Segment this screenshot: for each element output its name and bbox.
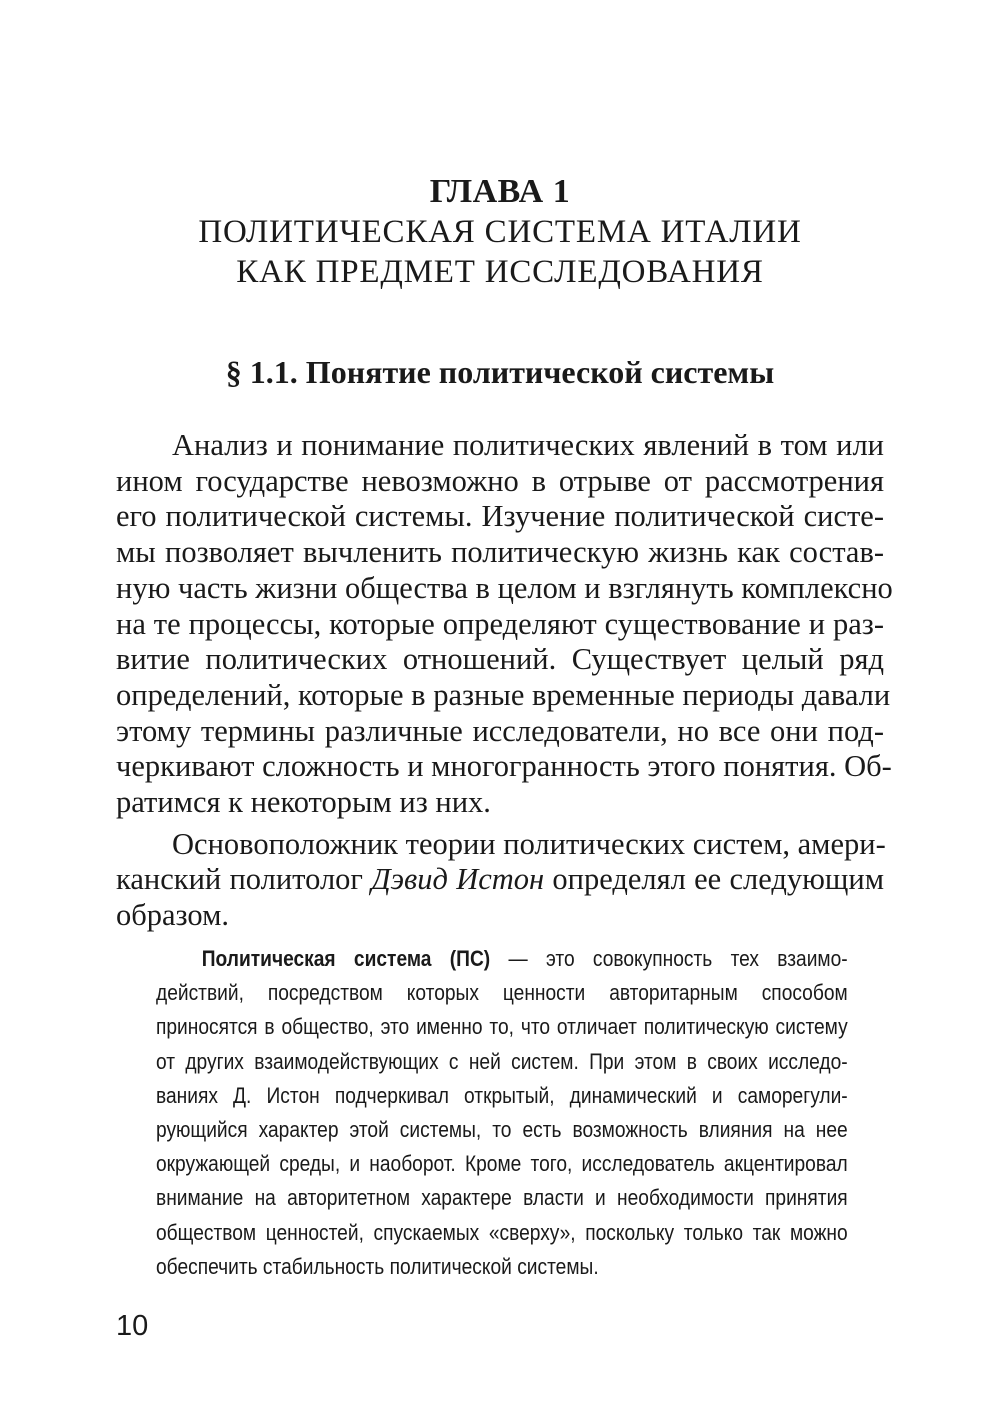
text-line: этому термины различные исследователи, но все они под- xyxy=(116,713,884,748)
text-fragment: определял ее следующим xyxy=(552,862,885,897)
definition-line: рующийся характер этой системы, то есть возможность влияния на нее xyxy=(156,1117,848,1143)
text-line: витие политических отношений. Существует целый ряд xyxy=(116,642,884,677)
definition-line: приносятся в общество, это именно то, что отличает политическую систему xyxy=(156,1014,848,1040)
text-line: Анализ и понимание политических явлений в том или xyxy=(172,428,884,462)
definition-block xyxy=(156,942,848,1284)
definition-line: обеспечить стабильность политической системы. xyxy=(156,1253,599,1279)
text-fragment: — это совокупность тех взаимо- xyxy=(508,946,848,971)
text-line: Основоположник теории политических систем, амери- xyxy=(172,826,886,861)
definition-line: окружающей среды, и наоборот. Кроме того, исследователь акцентировал xyxy=(156,1151,848,1177)
text-line: черкивают сложность и многогранность этого понятия. Об- xyxy=(116,749,892,784)
text-line-with-author xyxy=(116,862,884,898)
text-line: на те процессы, которые определяют существование и раз- xyxy=(116,606,884,641)
chapter-title-line-1: ПОЛИТИЧЕСКАЯ СИСТЕМА ИТАЛИИ xyxy=(198,214,802,250)
text-line: его политической системы. Изучение политической систе- xyxy=(116,499,884,534)
text-line: определений, которые в разные временные периоды давали xyxy=(116,677,891,712)
body-text xyxy=(116,428,893,934)
definition-line: внимание на авторитетном характере власти и необходимости принятия xyxy=(156,1185,848,1211)
text-line: ином государстве невозможно в отрыве от рассмотрения xyxy=(116,463,884,498)
definition-first-line xyxy=(156,942,848,976)
definition-term: Политическая система (ПС) xyxy=(201,946,491,971)
text-line: образом. xyxy=(116,898,230,933)
definition-line: обществом ценностей, спускаемых «сверху», поскольку только так можно xyxy=(156,1219,848,1245)
section-heading: § 1.1. Понятие политической системы xyxy=(225,354,775,390)
text-line: мы позволяет вычленить политическую жизнь как состав- xyxy=(116,535,884,570)
text-fragment: канский политолог xyxy=(116,862,363,897)
author-name: Дэвид Истон xyxy=(371,862,545,897)
text-line: ную часть жизни общества в целом и взглянуть комплексно xyxy=(116,570,893,605)
definition-line: ваниях Д. Истон подчеркивал открытый, динамический и саморегули- xyxy=(156,1082,848,1108)
chapter-label: ГЛАВА 1 xyxy=(429,173,571,210)
text-line: ратимся к некоторым из них. xyxy=(116,785,491,820)
chapter-title xyxy=(0,212,1000,292)
definition-line: действий, посредством которых ценности авторитарным способом xyxy=(156,980,848,1006)
definition-line: от других взаимодействующих с ней систем. При этом в своих исследо- xyxy=(156,1048,848,1074)
chapter-title-line-2: КАК ПРЕДМЕТ ИССЛЕДОВАНИЯ xyxy=(236,254,764,290)
page-number: 10 xyxy=(116,1310,149,1342)
